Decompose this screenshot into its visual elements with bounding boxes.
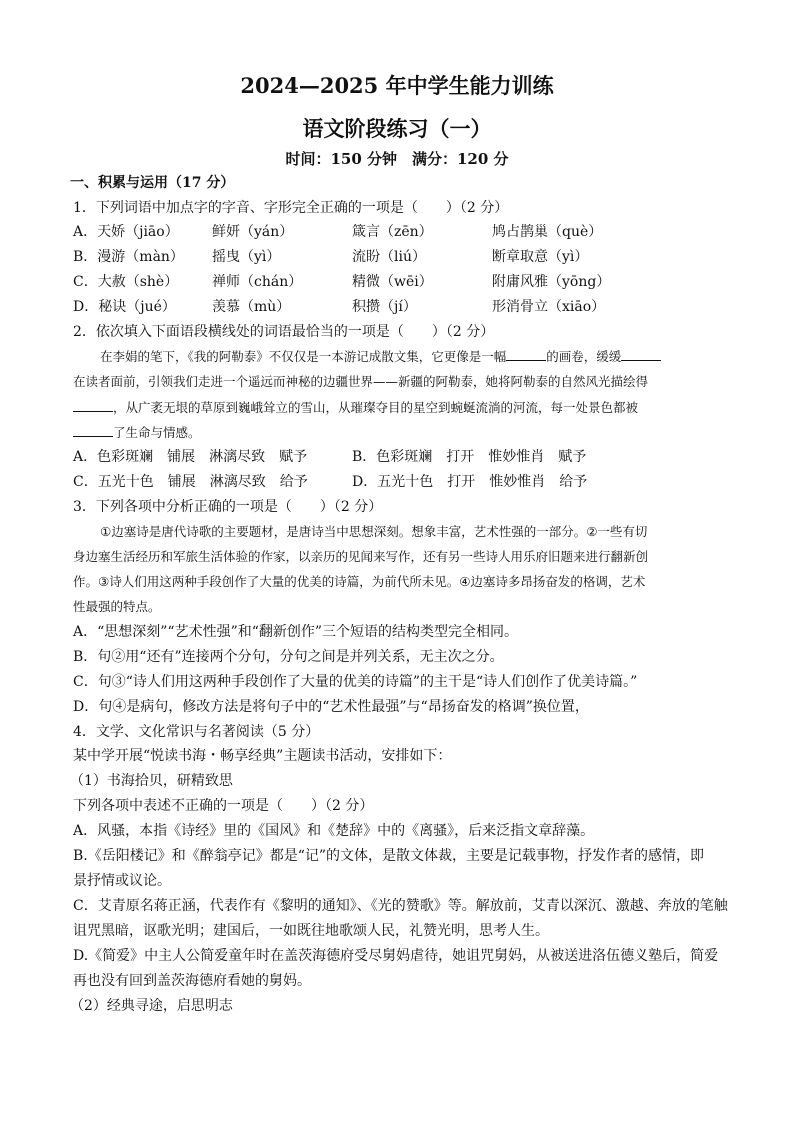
q2-passage-text: 的画卷，缓缓: [546, 349, 622, 364]
q1-option-c-3: 精微（wēi）: [352, 274, 433, 290]
q1-option-d-1: D．秘诀（jué）: [73, 299, 176, 315]
q2-passage-text: 在李娟的笔下，《我的阿勒泰》不仅仅是一本游记成散文集，它更像是一幅: [100, 349, 507, 364]
q3-passage-line-1: ①边塞诗是唐代诗歌的主要题材，是唐诗当中思想深刻。想象丰富，艺术性强的一部分。②一些有切: [100, 524, 648, 539]
q1-option-d-4: 形消骨立（xiāo）: [492, 299, 606, 315]
q2-option-a: A．色彩斑斓 铺展 淋漓尽致 赋予: [73, 449, 308, 465]
q2-passage-line-4: [73, 423, 734, 443]
q4-part2-title: （2）经典寻途，启思明志: [70, 998, 233, 1014]
exam-subtitle: 语文阶段练习（一）: [302, 116, 492, 141]
q1-option-c-2: 禅师（chán）: [212, 274, 303, 290]
q1-option-a-1: A．天娇（jiāo）: [73, 224, 179, 240]
q1-option-d-3: 积攒（jí）: [352, 299, 417, 315]
q1-stem: 1．下列词语中加点字的字音、字形完全正确的一项是（ ）（2 分）: [73, 200, 509, 216]
q1-option-b-2: 摇曳（yì）: [212, 249, 281, 265]
q3-passage-line-3: 作。③诗人们用这两种手段创作了大量的优美的诗篇，为前代所未见。④边塞诗多昂扬奋发的格调，艺术: [73, 574, 646, 589]
q3-option-a: A．“思想深刻”“艺术性强”和“翻新创作”三个短语的结构类型完全相同。: [73, 624, 519, 640]
q3-option-b: B．句②用“还有”连接两个分句，分句之间是并列关系，无主次之分。: [73, 649, 504, 665]
q1-option-c-1: C．大赦（shè）: [73, 274, 179, 290]
q3-passage-line-2: 身边塞生活经历和军旅生活体验的作家，以亲历的见闻来写作，还有另一些诗人用乐府旧题来进行翻新创: [73, 549, 649, 564]
q1-option-b-3: 流盼（liú）: [352, 249, 426, 265]
q1-option-b-4: 断章取意（yì）: [492, 249, 589, 265]
answer-blank: [73, 424, 113, 437]
q4-option-b: B.《岳阳楼记》和《醉翁亭记》都是“记”的文体，是散文体裁，主要是记载事物，抒发作者的感情，即: [73, 848, 705, 864]
q2-option-d: D．五光十色 打开 惟妙惟肖 给予: [352, 474, 588, 490]
exam-title: 2024—2025 年中学生能力训练: [240, 73, 554, 98]
q4-stem: 4．文学、文化常识与名著阅读（5 分）: [73, 724, 320, 740]
q2-option-b: B．色彩斑斓 打开 惟妙惟肖 赋予: [352, 449, 587, 465]
q4-option-c: C．艾青原名蒋正涵，代表作有《黎明的通知》、《光的赞歌》等。解放前，艾青以深沉、激越、奔放的笔触: [73, 898, 728, 914]
answer-blank: [506, 348, 546, 361]
q4-intro: 某中学开展“悦读书海・畅享经典”主题读书活动，安排如下：: [73, 748, 452, 764]
section-heading: 一、积累与运用（17 分）: [70, 175, 235, 191]
answer-blank: [73, 399, 113, 412]
q3-stem: 3．下列各项中分析正确的一项是（ ）（2 分）: [73, 499, 383, 515]
q4-option-b-cont: 景抒情或议论。: [73, 873, 171, 889]
q1-option-a-4: 鸠占鹊巢（què）: [492, 224, 603, 240]
q2-passage-text: 了生命与情感。: [113, 425, 201, 440]
q1-option-d-2: 羡慕（mù）: [212, 299, 291, 315]
q1-option-b-1: B．漫游（màn）: [73, 249, 184, 265]
q4-option-d-cont: 再也没有回到盖茨海德府看她的舅妈。: [73, 973, 311, 989]
q1-option-c-4: 附庸风雅（yōng）: [492, 274, 611, 290]
answer-blank: [621, 348, 661, 361]
q2-passage-line-1: [100, 347, 734, 367]
q2-passage-line-2: 在读者面前，引领我们走进一个遥远而神秘的边疆世界——新疆的阿勒泰，她将阿勒泰的自然风光描绘得: [73, 374, 649, 389]
q3-option-d: D．句④是病句，修改方法是将句子中的“艺术性最强”与“昂扬奋发的格调”换位置，: [73, 699, 589, 715]
q2-option-c: C．五光十色 铺展 淋漓尽致 给予: [73, 474, 308, 490]
q1-option-a-2: 鲜妍（yán）: [212, 224, 294, 240]
time-and-score: 时间：150 分钟 满分：120 分: [285, 150, 509, 168]
q3-passage-line-4: 性最强的特点。: [73, 599, 161, 614]
q4-part1-title: （1）书海拾贝，研精致思: [70, 773, 233, 789]
q2-passage-text: ，从广袤无垠的草原到巍峨耸立的雪山，从璀璨夺目的星空到蜿蜒流淌的河流，每一处景色都被: [113, 400, 639, 415]
q4-part1-stem: 下列各项中表述不正确的一项是（ ）（2 分）: [73, 798, 374, 814]
q4-option-c-cont: 诅咒黑暗，讴歌光明；建国后，一如既往地歌颂人民，礼赞光明，思考人生。: [73, 923, 549, 939]
q4-option-a: A．风骚，本指《诗经》里的《国风》和《楚辞》中的《离骚》，后来泛指文章辞藻。: [73, 823, 595, 839]
q4-option-d: D.《简爱》中主人公简爱童年时在盖茨海德府受尽舅妈虐待，她诅咒舅妈，从被送进洛伍德义塾后，简爱: [73, 948, 719, 964]
q2-stem: 2．依次填入下面语段横线处的词语最恰当的一项是（ ）（2 分）: [73, 324, 495, 340]
q2-passage-line-3: [73, 398, 734, 418]
q1-option-a-3: 箴言（zēn）: [352, 224, 433, 240]
q3-option-c: C．句③“诗人们用这两种手段创作了大量的优美的诗篇”的主干是“诗人们创作了优美诗篇。”: [73, 674, 638, 690]
